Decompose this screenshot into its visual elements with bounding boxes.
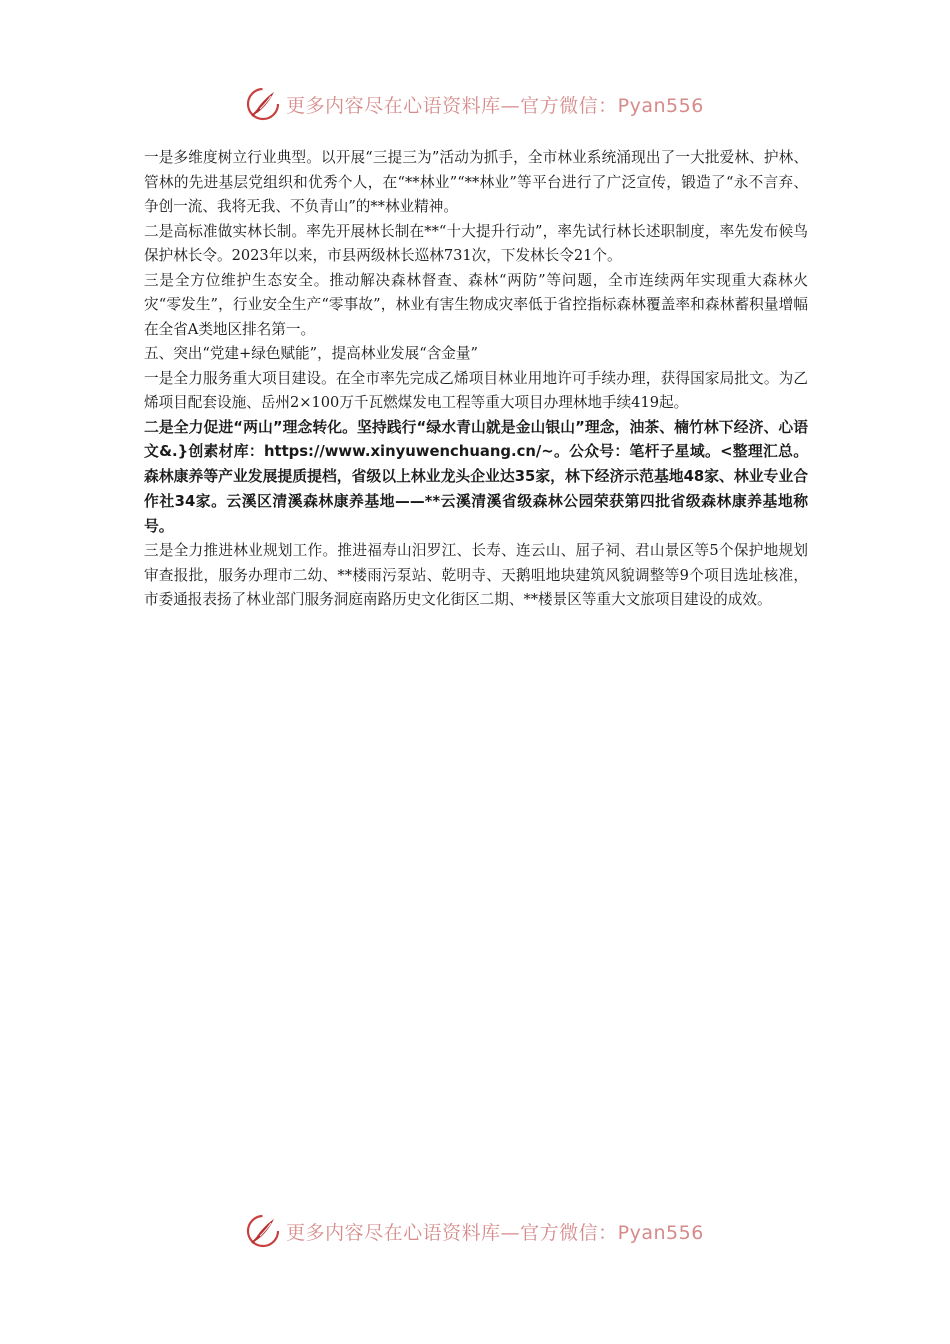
footer-watermark-banner — [0, 1211, 950, 1251]
document-body — [144, 146, 808, 613]
paragraph-3: 三是全方位维护生态安全。推动解决森林督查、森林“两防”等问题，全市连续两年实现重大森林火灾“零发生”，行业安全生产“零事故”，林业有害生物成灾率低于省控指标森林覆盖率和森林蓄积量增幅在全省A类地区排名第一。 — [144, 271, 808, 338]
section-heading: 五、突出“党建+绿色赋能”，提高林业发展“含金量” — [144, 345, 478, 362]
paragraph-2: 二是高标准做实林长制。率先开展林长制在**“十大提升行动”，率先试行林长述职制度，率先发布候鸟保护林长令。2023年以来，市县两级林长巡林731次，下发林长令21个。 — [144, 222, 808, 264]
quill-pen-logo-icon — [246, 1214, 280, 1248]
paragraph-4: 一是全力服务重大项目建设。在全市率先完成乙烯项目林业用地许可手续办理，获得国家局批文。为乙烯项目配套设施、岳州2×100万千瓦燃煤发电工程等重大项目办理林地手续419起。 — [144, 369, 808, 411]
paragraph-6: 三是全力推进林业规划工作。推进福寿山汨罗江、长寿、连云山、屈子祠、君山景区等5个保护地规划审查报批，服务办理市二幼、**楼雨污泵站、乾明寺、天鹅咀地块建筑风貌调整等9个项目选址核准，市委通报表扬了林业部门服务洞庭南路历史文化街区二期、**楼景区等重大文旅项目建设的成效。 — [144, 542, 808, 609]
banner-text: 更多内容尽在心语资料库—官方微信：Pyan556 — [286, 1221, 704, 1244]
banner-text: 更多内容尽在心语资料库—官方微信：Pyan556 — [286, 94, 704, 117]
wechat-id: Pyan556 — [617, 94, 704, 117]
paragraph-5-bold: 二是全力促进“两山”理念转化。坚持践行“绿水青山就是金山银山”理念，油茶、楠竹林下经济、心语文&.}创素材库：https://www.xinyuwenchuang.cn/~。公众号：笔杆子星域。<整理汇总。森林康养等产业发展提质提档，省级以上林业龙头企业达35家，林下经济示范基地48家、林业专业合作社34家。云溪区清溪森林康养基地——**云溪清溪省级森林公园荣获第四批省级森林康养基地称号。 — [144, 418, 808, 535]
wechat-id: Pyan556 — [617, 1221, 704, 1244]
header-watermark-banner — [0, 84, 950, 124]
paragraph-1: 一是多维度树立行业典型。以开展“三提三为”活动为抓手，全市林业系统涌现出了一大批爱林、护林、管林的先进基层党组织和优秀个人，在“**林业”“**林业”等平台进行了广泛宣传，锻造了“永不言弃、争创一流、我将无我、不负青山”的**林业精神。 — [144, 149, 808, 215]
quill-pen-logo-icon — [246, 87, 280, 121]
